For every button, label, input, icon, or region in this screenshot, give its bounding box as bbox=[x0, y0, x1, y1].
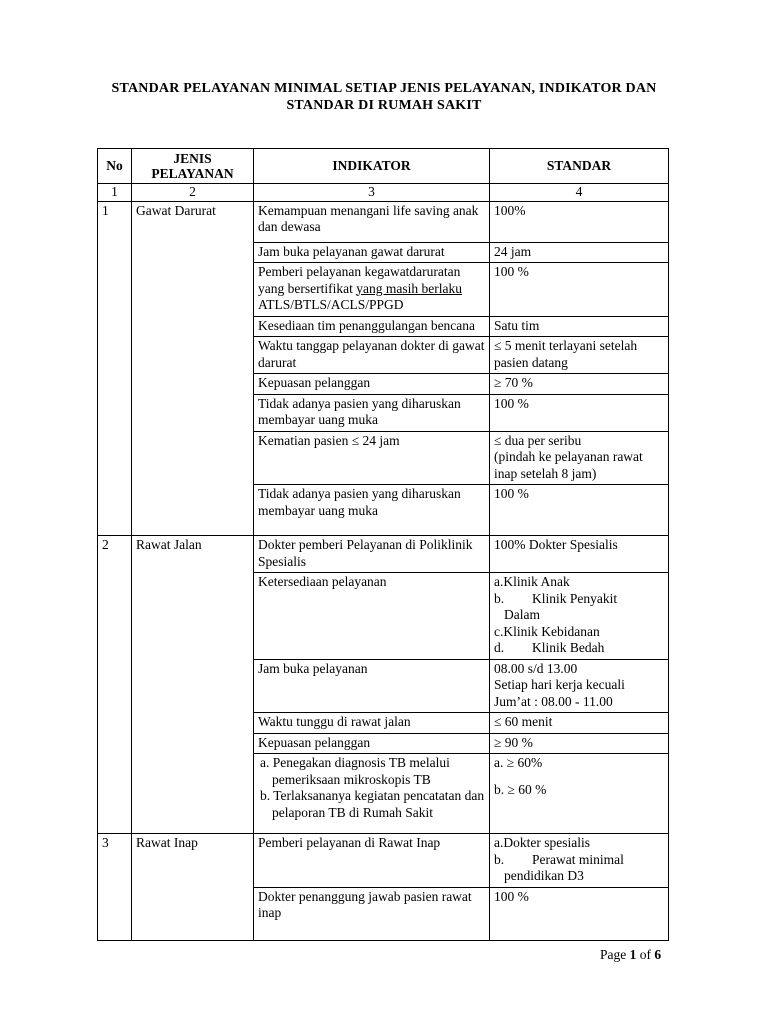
current-page: 1 bbox=[629, 947, 637, 962]
table-header-row bbox=[98, 149, 669, 184]
title-line-2: STANDAR DI RUMAH SAKIT bbox=[286, 98, 482, 113]
header-standar: STANDAR bbox=[490, 149, 669, 184]
indikator-cell: Kematian pasien ≤ 24 jam bbox=[254, 431, 490, 485]
section-jenis: Rawat Inap bbox=[132, 834, 254, 941]
indikator-cell: Kesediaan tim penanggulangan bencana bbox=[254, 316, 490, 337]
standar-cell: 100 % bbox=[490, 394, 669, 431]
column-number-row bbox=[98, 184, 669, 202]
indikator-cell: Kepuasan pelanggan bbox=[254, 733, 490, 754]
column-number: 1 bbox=[98, 184, 132, 202]
indikator-cell: a. Penegakan diagnosis TB melalui pemeriksaan mikroskopis TB b. Terlaksananya kegiatan pencatatan dan pelaporan TB di Rumah Sakit bbox=[254, 754, 490, 834]
standar-cell: a. ≥ 60% b. ≥ 60 % bbox=[490, 754, 669, 834]
standar-cell: ≥ 90 % bbox=[490, 733, 669, 754]
table-row bbox=[98, 201, 669, 242]
indikator-cell: Tidak adanya pasien yang diharuskan membayar uang muka bbox=[254, 394, 490, 431]
standar-cell: ≤ 5 menit terlayani setelah pasien datang bbox=[490, 337, 669, 374]
column-number: 3 bbox=[254, 184, 490, 202]
indikator-cell: Kemampuan menangani life saving anak dan dewasa bbox=[254, 201, 490, 242]
indikator-cell: Pemberi pelayanan di Rawat Inap bbox=[254, 834, 490, 888]
section-jenis: Gawat Darurat bbox=[132, 201, 254, 536]
page-number: Page 1 of 6 bbox=[600, 947, 662, 962]
standar-cell: ≤ dua per seribu (pindah ke pelayanan rawat inap setelah 8 jam) bbox=[490, 431, 669, 485]
header-jenis: JENIS PELAYANAN bbox=[132, 149, 254, 184]
section-no: 2 bbox=[98, 536, 132, 834]
indikator-cell: Dokter penanggung jawab pasien rawat inap bbox=[254, 887, 490, 940]
section-no: 3 bbox=[98, 834, 132, 941]
indikator-cell: Kepuasan pelanggan bbox=[254, 374, 490, 395]
indikator-cell: Pemberi pelayanan kegawatdaruratan yang bersertifikat yang masih berlaku ATLS/BTLS/ACLS/PPGD bbox=[254, 263, 490, 317]
standar-cell: 24 jam bbox=[490, 242, 669, 263]
column-number: 2 bbox=[132, 184, 254, 202]
standar-cell: a.Dokter spesialis b. Perawat minimal pendidikan D3 bbox=[490, 834, 669, 888]
standar-cell: 100% Dokter Spesialis bbox=[490, 536, 669, 573]
table-row bbox=[98, 536, 669, 573]
standards-table bbox=[97, 148, 669, 941]
standar-cell: 100 % bbox=[490, 485, 669, 536]
standar-cell: Satu tim bbox=[490, 316, 669, 337]
document-title bbox=[60, 80, 708, 114]
standar-cell: a.Klinik Anak b. Klinik Penyakit Dalam c.Klinik Kebidanan d. Klinik Bedah bbox=[490, 573, 669, 660]
header-no: No bbox=[98, 149, 132, 184]
indikator-cell: Dokter pemberi Pelayanan di Poliklinik Spesialis bbox=[254, 536, 490, 573]
standar-cell: 100 % bbox=[490, 263, 669, 317]
indikator-cell: Ketersediaan pelayanan bbox=[254, 573, 490, 660]
standar-cell: 100 % bbox=[490, 887, 669, 940]
indikator-cell: Jam buka pelayanan gawat darurat bbox=[254, 242, 490, 263]
column-number: 4 bbox=[490, 184, 669, 202]
indikator-cell: Waktu tanggap pelayanan dokter di gawat darurat bbox=[254, 337, 490, 374]
indikator-cell: Tidak adanya pasien yang diharuskan membayar uang muka bbox=[254, 485, 490, 536]
section-jenis: Rawat Jalan bbox=[132, 536, 254, 834]
indikator-cell: Jam buka pelayanan bbox=[254, 659, 490, 713]
title-line-1: STANDAR PELAYANAN MINIMAL SETIAP JENIS PELAYANAN, INDIKATOR DAN bbox=[111, 81, 657, 96]
header-indikator: INDIKATOR bbox=[254, 149, 490, 184]
standar-cell: 100% bbox=[490, 201, 669, 242]
indikator-cell: Waktu tunggu di rawat jalan bbox=[254, 713, 490, 734]
standar-cell: ≤ 60 menit bbox=[490, 713, 669, 734]
table-row bbox=[98, 834, 669, 888]
standar-cell: 08.00 s/d 13.00 Setiap hari kerja kecuali Jum’at : 08.00 - 11.00 bbox=[490, 659, 669, 713]
total-pages: 6 bbox=[654, 947, 662, 962]
section-no: 1 bbox=[98, 201, 132, 536]
standar-cell: ≥ 70 % bbox=[490, 374, 669, 395]
